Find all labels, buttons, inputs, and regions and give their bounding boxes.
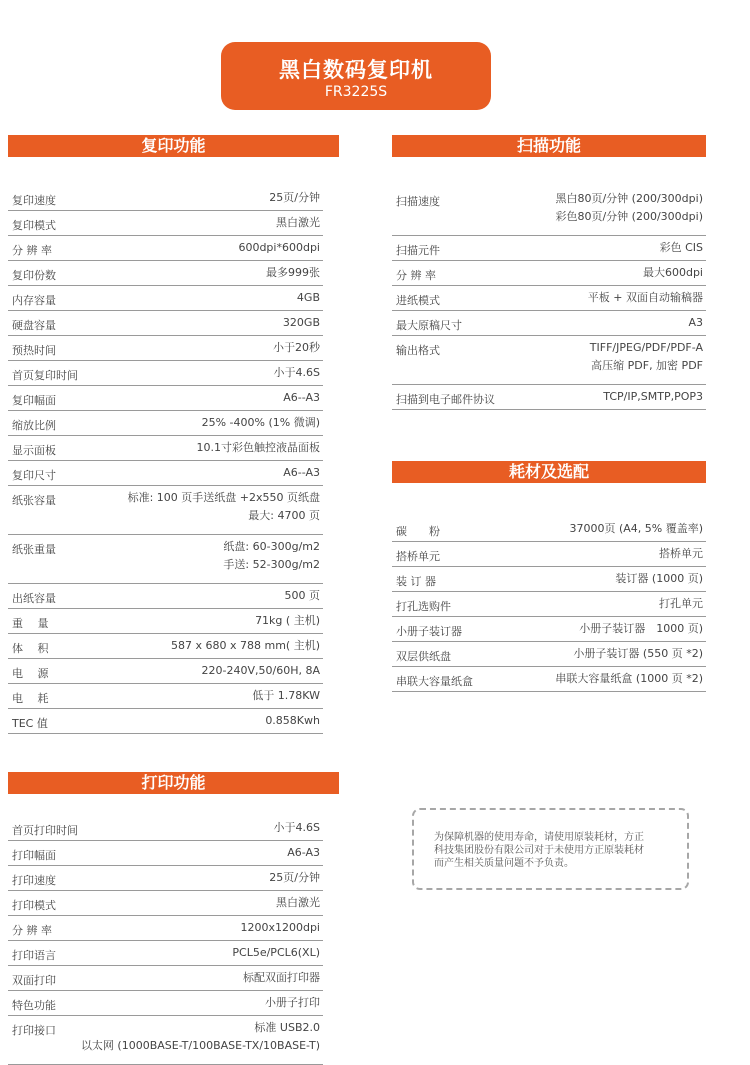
spec-value-line: 黑白激光 <box>276 216 320 229</box>
spec-row <box>392 311 706 336</box>
spec-row <box>8 916 323 941</box>
spec-value <box>659 545 703 563</box>
spec-row <box>8 866 323 891</box>
spec-label: 纸张容量 <box>12 494 56 507</box>
spec-value <box>265 994 320 1012</box>
spec-value-line: 以太网 (1000BASE-T/100BASE-TX/10BASE-T) <box>80 1039 320 1052</box>
spec-label: 重 量 <box>12 617 49 630</box>
product-title: 黑白数码复印机 <box>279 58 433 82</box>
spec-value-line: 黑白80页/分钟 (200/300dpi) <box>555 192 703 205</box>
spec-label: 内存容量 <box>12 294 56 307</box>
spec-value-line: TCP/IP,SMTP,POP3 <box>603 390 703 403</box>
disclaimer-note <box>412 808 689 890</box>
spec-row <box>392 592 706 617</box>
spec-value-line: 彩色80页/分钟 (200/300dpi) <box>555 210 703 223</box>
spec-value-line: 小册子装订器 (550 页 *2) <box>573 647 703 660</box>
spec-row <box>392 236 706 261</box>
spec-label: 分 辨 率 <box>396 269 436 282</box>
spec-label: 打印幅面 <box>12 849 56 862</box>
spec-value-line: PCL5e/PCL6(XL) <box>232 946 320 959</box>
spec-row <box>8 411 323 436</box>
spec-value <box>283 464 320 482</box>
spec-row <box>392 517 706 542</box>
spec-label: 复印模式 <box>12 219 56 232</box>
spec-value <box>603 388 703 406</box>
spec-value-line: 低于 1.78KW <box>252 689 320 702</box>
spec-value <box>555 670 703 688</box>
spec-value-line: 小于4.6S <box>273 821 320 834</box>
spec-value <box>252 687 320 705</box>
spec-value <box>128 489 320 525</box>
spec-row <box>8 236 323 261</box>
spec-value-line: 最大600dpi <box>642 266 703 279</box>
spec-value <box>202 662 320 680</box>
spec-label: 缩放比例 <box>12 419 56 432</box>
spec-row <box>8 461 323 486</box>
spec-label: 打印模式 <box>12 899 56 912</box>
spec-label: 显示面板 <box>12 444 56 457</box>
spec-value <box>223 538 320 574</box>
spec-value <box>660 239 703 257</box>
spec-value <box>232 944 320 962</box>
spec-value <box>255 612 320 630</box>
spec-value-line: TIFF/JPEG/PDF/PDF-A <box>589 341 703 354</box>
spec-value-line: 500 页 <box>284 589 320 602</box>
spec-label: 分 辨 率 <box>12 924 52 937</box>
disclaimer-line: 为保障机器的使用寿命，请使用原装耗材，方正 <box>434 832 644 843</box>
spec-value-line: A6--A3 <box>283 391 320 404</box>
spec-row <box>8 1016 323 1065</box>
spec-value-line: A6-A3 <box>287 846 320 859</box>
spec-value <box>274 364 320 382</box>
spec-value-line: 串联大容量纸盒 (1000 页 *2) <box>555 672 703 685</box>
spec-value <box>285 587 321 605</box>
spec-row <box>392 667 706 692</box>
spec-value <box>615 570 703 588</box>
spec-value-line: A3 <box>688 316 703 329</box>
spec-row <box>8 841 323 866</box>
spec-label: 预热时间 <box>12 344 56 357</box>
spec-row <box>8 609 323 634</box>
spec-value <box>579 620 703 638</box>
spec-row <box>392 542 706 567</box>
spec-label: 出纸容量 <box>12 592 56 605</box>
spec-value-line: 小于4.6S <box>273 366 320 379</box>
spec-row <box>8 361 323 386</box>
spec-label: 碳 粉 <box>396 525 440 538</box>
spec-value-line: 320GB <box>282 316 320 329</box>
spec-row <box>8 311 323 336</box>
spec-label: 打印接口 <box>12 1024 56 1037</box>
spec-row <box>392 187 706 236</box>
spec-label: 硬盘容量 <box>12 319 56 332</box>
spec-value <box>269 869 320 887</box>
spec-value-line: 打孔单元 <box>659 597 703 610</box>
spec-value-line: 小于20秒 <box>273 341 320 354</box>
spec-label: 打印速度 <box>12 874 56 887</box>
spec-row <box>8 659 323 684</box>
spec-value-line: 0.858Kwh <box>265 714 320 727</box>
spec-row <box>8 941 323 966</box>
spec-value-line: 标准 USB2.0 <box>254 1021 320 1034</box>
spec-value-line: 587 x 680 x 788 mm( 主机) <box>171 639 320 652</box>
spec-value <box>573 645 703 663</box>
spec-row <box>8 436 323 461</box>
spec-value <box>643 264 703 282</box>
spec-label: 最大原稿尺寸 <box>396 319 462 332</box>
spec-value-line: 25% -400% (1% 微调) <box>201 416 320 429</box>
spec-value-line: 纸盘: 60-300g/m2 <box>223 540 320 553</box>
spec-value <box>240 919 320 937</box>
spec-value <box>569 520 703 538</box>
spec-value <box>287 844 320 862</box>
spec-value <box>276 894 320 912</box>
print-section-header: 打印功能 <box>8 772 339 794</box>
spec-label: 电 源 <box>12 667 49 680</box>
spec-value-line: 装订器 (1000 页) <box>615 572 703 585</box>
spec-row <box>392 261 706 286</box>
spec-label: 纸张重量 <box>12 543 56 556</box>
spec-value <box>81 1019 320 1055</box>
spec-value <box>297 289 320 307</box>
spec-label: 首页打印时间 <box>12 824 78 837</box>
spec-value-line: 600dpi*600dpi <box>238 241 320 254</box>
spec-label: 搭桥单元 <box>396 550 440 563</box>
spec-value <box>555 190 703 226</box>
spec-value-line: 220-240V,50/60H, 8A <box>201 664 320 677</box>
spec-row <box>8 584 323 609</box>
spec-value-line: 手送: 52-300g/m2 <box>223 558 320 571</box>
spec-label: 打印语言 <box>12 949 56 962</box>
spec-label: 复印幅面 <box>12 394 56 407</box>
spec-value <box>171 637 320 655</box>
spec-value <box>238 239 320 257</box>
spec-label: 电 耗 <box>12 692 49 705</box>
spec-value <box>273 339 320 357</box>
spec-value-line: 最多999张 <box>266 266 320 279</box>
spec-value-line: A6--A3 <box>283 466 320 479</box>
spec-value <box>274 819 320 837</box>
spec-label: 分 辨 率 <box>12 244 52 257</box>
disclaimer-line: 而产生相关质量问题不予负责。 <box>434 858 574 869</box>
product-title-banner <box>221 42 491 110</box>
product-model: FR3225S <box>324 84 388 100</box>
spec-row <box>8 211 323 236</box>
spec-label: 复印份数 <box>12 269 56 282</box>
spec-label: 打孔选购件 <box>396 600 451 613</box>
spec-value-line: 10.1寸彩色触控液晶面板 <box>196 441 320 454</box>
spec-value <box>688 314 703 332</box>
spec-value-line: 标配双面打印器 <box>243 971 320 984</box>
consumables-section-header: 耗材及选配 <box>392 461 706 483</box>
print-spec-table <box>8 816 323 1065</box>
spec-value-line: 标准: 100 页手送纸盘 +2x550 页纸盘 <box>127 491 320 504</box>
spec-row <box>392 642 706 667</box>
spec-label: 扫描到电子邮件协议 <box>396 393 495 406</box>
spec-label: 双面打印 <box>12 974 56 987</box>
spec-row <box>8 991 323 1016</box>
spec-value-line: 小册子装订器 1000 页) <box>579 622 703 635</box>
spec-label: 首页复印时间 <box>12 369 78 382</box>
spec-value <box>590 339 703 375</box>
spec-row <box>8 816 323 841</box>
spec-value <box>243 969 320 987</box>
spec-value <box>202 414 320 432</box>
spec-value-line: 25页/分钟 <box>269 191 320 204</box>
spec-row <box>392 336 706 385</box>
spec-value <box>283 314 320 332</box>
spec-label: TEC 值 <box>12 717 48 730</box>
spec-value-line: 小册子打印 <box>265 996 320 1009</box>
spec-value-line: 彩色 CIS <box>659 241 703 254</box>
spec-value-line: 71kg ( 主机) <box>255 614 320 627</box>
spec-value <box>265 712 320 730</box>
spec-label: 进纸模式 <box>396 294 440 307</box>
spec-value <box>269 189 320 207</box>
spec-label: 串联大容量纸盒 <box>396 675 473 688</box>
spec-row <box>8 336 323 361</box>
spec-label: 双层供纸盘 <box>396 650 451 663</box>
spec-row <box>8 709 323 734</box>
spec-row <box>392 567 706 592</box>
spec-label: 输出格式 <box>396 344 440 357</box>
spec-row <box>392 286 706 311</box>
spec-label: 装 订 器 <box>396 575 436 588</box>
spec-value-line: 黑白激光 <box>276 896 320 909</box>
spec-value <box>659 595 703 613</box>
disclaimer-line: 科技集团股份有限公司对于未使用方正原装耗材 <box>434 845 644 856</box>
spec-value <box>588 289 703 307</box>
spec-value-line: 1200x1200dpi <box>240 921 320 934</box>
spec-value-line: 搭桥单元 <box>659 547 703 560</box>
spec-row <box>8 535 323 584</box>
spec-row <box>8 684 323 709</box>
spec-row <box>8 634 323 659</box>
spec-row <box>8 966 323 991</box>
spec-value-line: 最大: 4700 页 <box>248 509 320 522</box>
spec-value <box>197 439 321 457</box>
scan-section-header: 扫描功能 <box>392 135 706 157</box>
spec-value-line: 高压缩 PDF, 加密 PDF <box>591 359 703 372</box>
spec-row <box>8 186 323 211</box>
spec-row <box>392 617 706 642</box>
spec-label: 扫描元件 <box>396 244 440 257</box>
spec-label: 扫描速度 <box>396 195 440 208</box>
spec-value-line: 4GB <box>296 291 320 304</box>
copy-spec-table <box>8 186 323 734</box>
spec-value <box>276 214 320 232</box>
spec-label: 复印尺寸 <box>12 469 56 482</box>
spec-row <box>8 486 323 535</box>
spec-row <box>392 385 706 410</box>
spec-value-line: 25页/分钟 <box>269 871 320 884</box>
spec-label: 小册子装订器 <box>396 625 462 638</box>
spec-value <box>283 389 320 407</box>
consumables-spec-table <box>392 517 706 692</box>
spec-row <box>8 286 323 311</box>
spec-value <box>266 264 320 282</box>
spec-value-line: 37000页 (A4, 5% 覆盖率) <box>569 522 703 535</box>
spec-label: 特色功能 <box>12 999 56 1012</box>
spec-label: 体 积 <box>12 642 49 655</box>
copy-section-header: 复印功能 <box>8 135 339 157</box>
scan-spec-table <box>392 187 706 410</box>
spec-row <box>8 261 323 286</box>
spec-row <box>8 386 323 411</box>
spec-label: 复印速度 <box>12 194 56 207</box>
spec-value-line: 平板 + 双面自动输稿器 <box>587 291 703 304</box>
spec-row <box>8 891 323 916</box>
